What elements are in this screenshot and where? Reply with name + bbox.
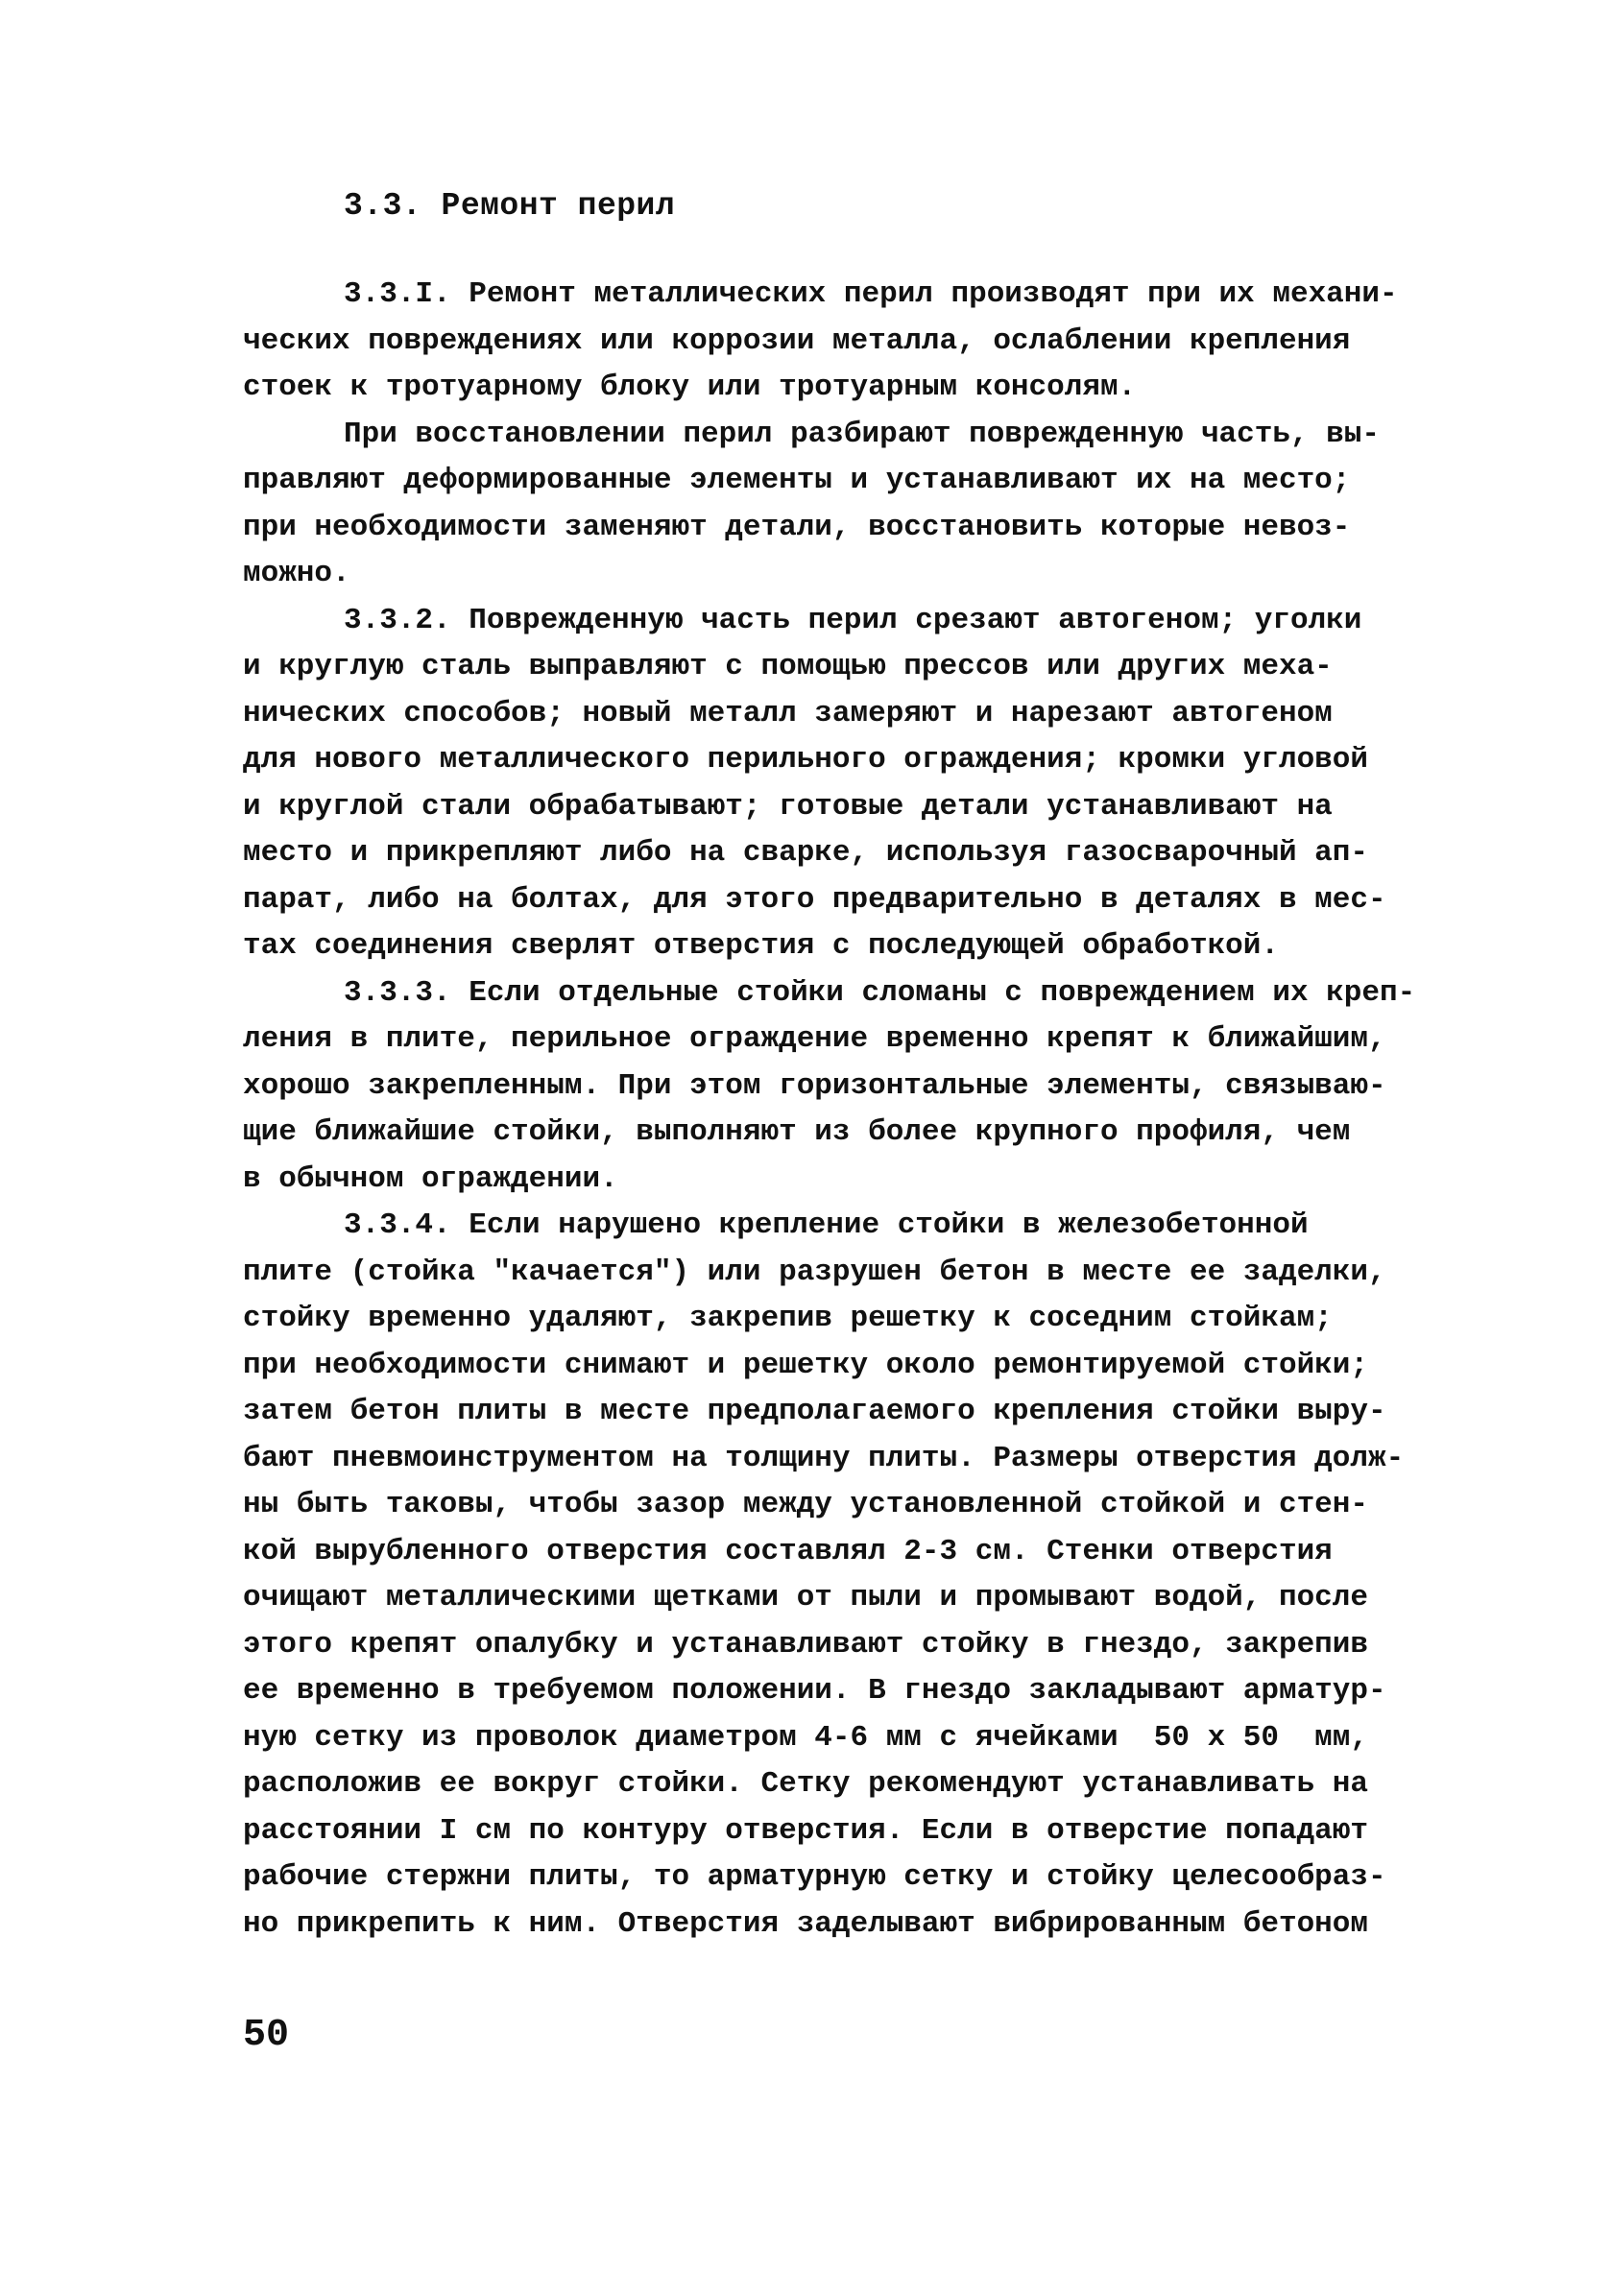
text-line: этого крепят опалубку и устанавливают стойку в гнездо, закрепив [243, 1627, 1368, 1662]
text-line: можно. [243, 557, 350, 590]
text-line: в обычном ограждении. [243, 1161, 618, 1196]
text-line: ее временно в требуемом положении. В гнездо закладывают арматур- [243, 1674, 1386, 1708]
text-line: щие ближайшие стойки, выполняют из более крупного профиля, чем [243, 1115, 1351, 1149]
text-line: При восстановлении перил разбирают поврежденную часть, вы- [344, 417, 1380, 451]
text-line: ческих повреждениях или коррозии металла, ослаблении крепления [243, 323, 1351, 358]
text-line: нических способов; новый металл замеряют и нарезают автогеном [243, 696, 1333, 730]
text-line: правляют деформированные элементы и устанавливают их на место; [243, 464, 1351, 497]
text-line: стойку временно удаляют, закрепив решетку к соседним стойкам; [243, 1302, 1333, 1335]
text-line: кой вырубленного отверстия составлял 2-3 см. Стенки отверстия [243, 1534, 1333, 1568]
text-line: место и прикрепляют либо на сварке, используя газосварочный ап- [243, 836, 1368, 870]
page-number: 50 [243, 2014, 290, 2057]
text-line: 3.3.4. Если нарушено крепление стойки в железобетонной [344, 1208, 1309, 1242]
text-line: тах соединения сверлят отверстия с последующей обработкой. [243, 929, 1279, 963]
text-line: и круглой стали обрабатывают; готовые детали устанавливают на [243, 789, 1333, 824]
text-line: бают пневмоинструментом на толщину плиты. Размеры отверстия долж- [243, 1441, 1405, 1475]
text-line: ления в плите, перильное ограждение временно крепят к ближайшим, [243, 1022, 1386, 1056]
text-line: расположив ее вокруг стойки. Сетку рекомендуют устанавливать на [243, 1767, 1368, 1801]
text-line: ны быть таковы, чтобы зазор между установленной стойкой и стен- [243, 1488, 1368, 1521]
text-line: для нового металлического перильного ограждения; кромки угловой [243, 743, 1368, 777]
text-line: парат, либо на болтах, для этого предварительно в деталях в мес- [243, 882, 1386, 917]
text-line: 3.3.I. Ремонт металлических перил производят при их механи- [344, 277, 1398, 311]
text-line: расстоянии I см по контуру отверстия. Если в отверстие попадают [243, 1813, 1368, 1848]
text-line: плите (стойка "качается") или разрушен бетон в месте ее заделки, [243, 1255, 1386, 1289]
text-line: и круглую сталь выправляют с помощью прессов или других меха- [243, 650, 1333, 683]
text-line: 3.3.2. Поврежденную часть перил срезают автогеном; уголки [344, 603, 1362, 637]
text-line: при необходимости снимают и решетку около ремонтируемой стойки; [243, 1348, 1368, 1382]
text-line: очищают металлическими щетками от пыли и промывают водой, после [243, 1581, 1368, 1614]
text-line: стоек к тротуарному блоку или тротуарным консолям. [243, 371, 1137, 404]
text-line: ную сетку из проволок диаметром 4-6 мм с ячейками 50 х 50 мм, [243, 1720, 1368, 1755]
text-line: хорошо закрепленным. При этом горизонтальные элементы, связываю- [243, 1068, 1386, 1103]
text-line: рабочие стержни плиты, то арматурную сетку и стойку целесообраз- [243, 1860, 1386, 1894]
section-title: 3.3. Ремонт перил [344, 188, 676, 224]
text-line: 3.3.3. Если отдельные стойки сломаны с повреждением их креп- [344, 975, 1416, 1010]
text-line: но прикрепить к ним. Отверстия заделывают вибрированным бетоном [243, 1906, 1368, 1941]
body-text [243, 272, 1510, 1948]
text-line: при необходимости заменяют детали, восстановить которые невоз- [243, 510, 1351, 544]
text-line: затем бетон плиты в месте предполагаемого крепления стойки выру- [243, 1395, 1386, 1428]
